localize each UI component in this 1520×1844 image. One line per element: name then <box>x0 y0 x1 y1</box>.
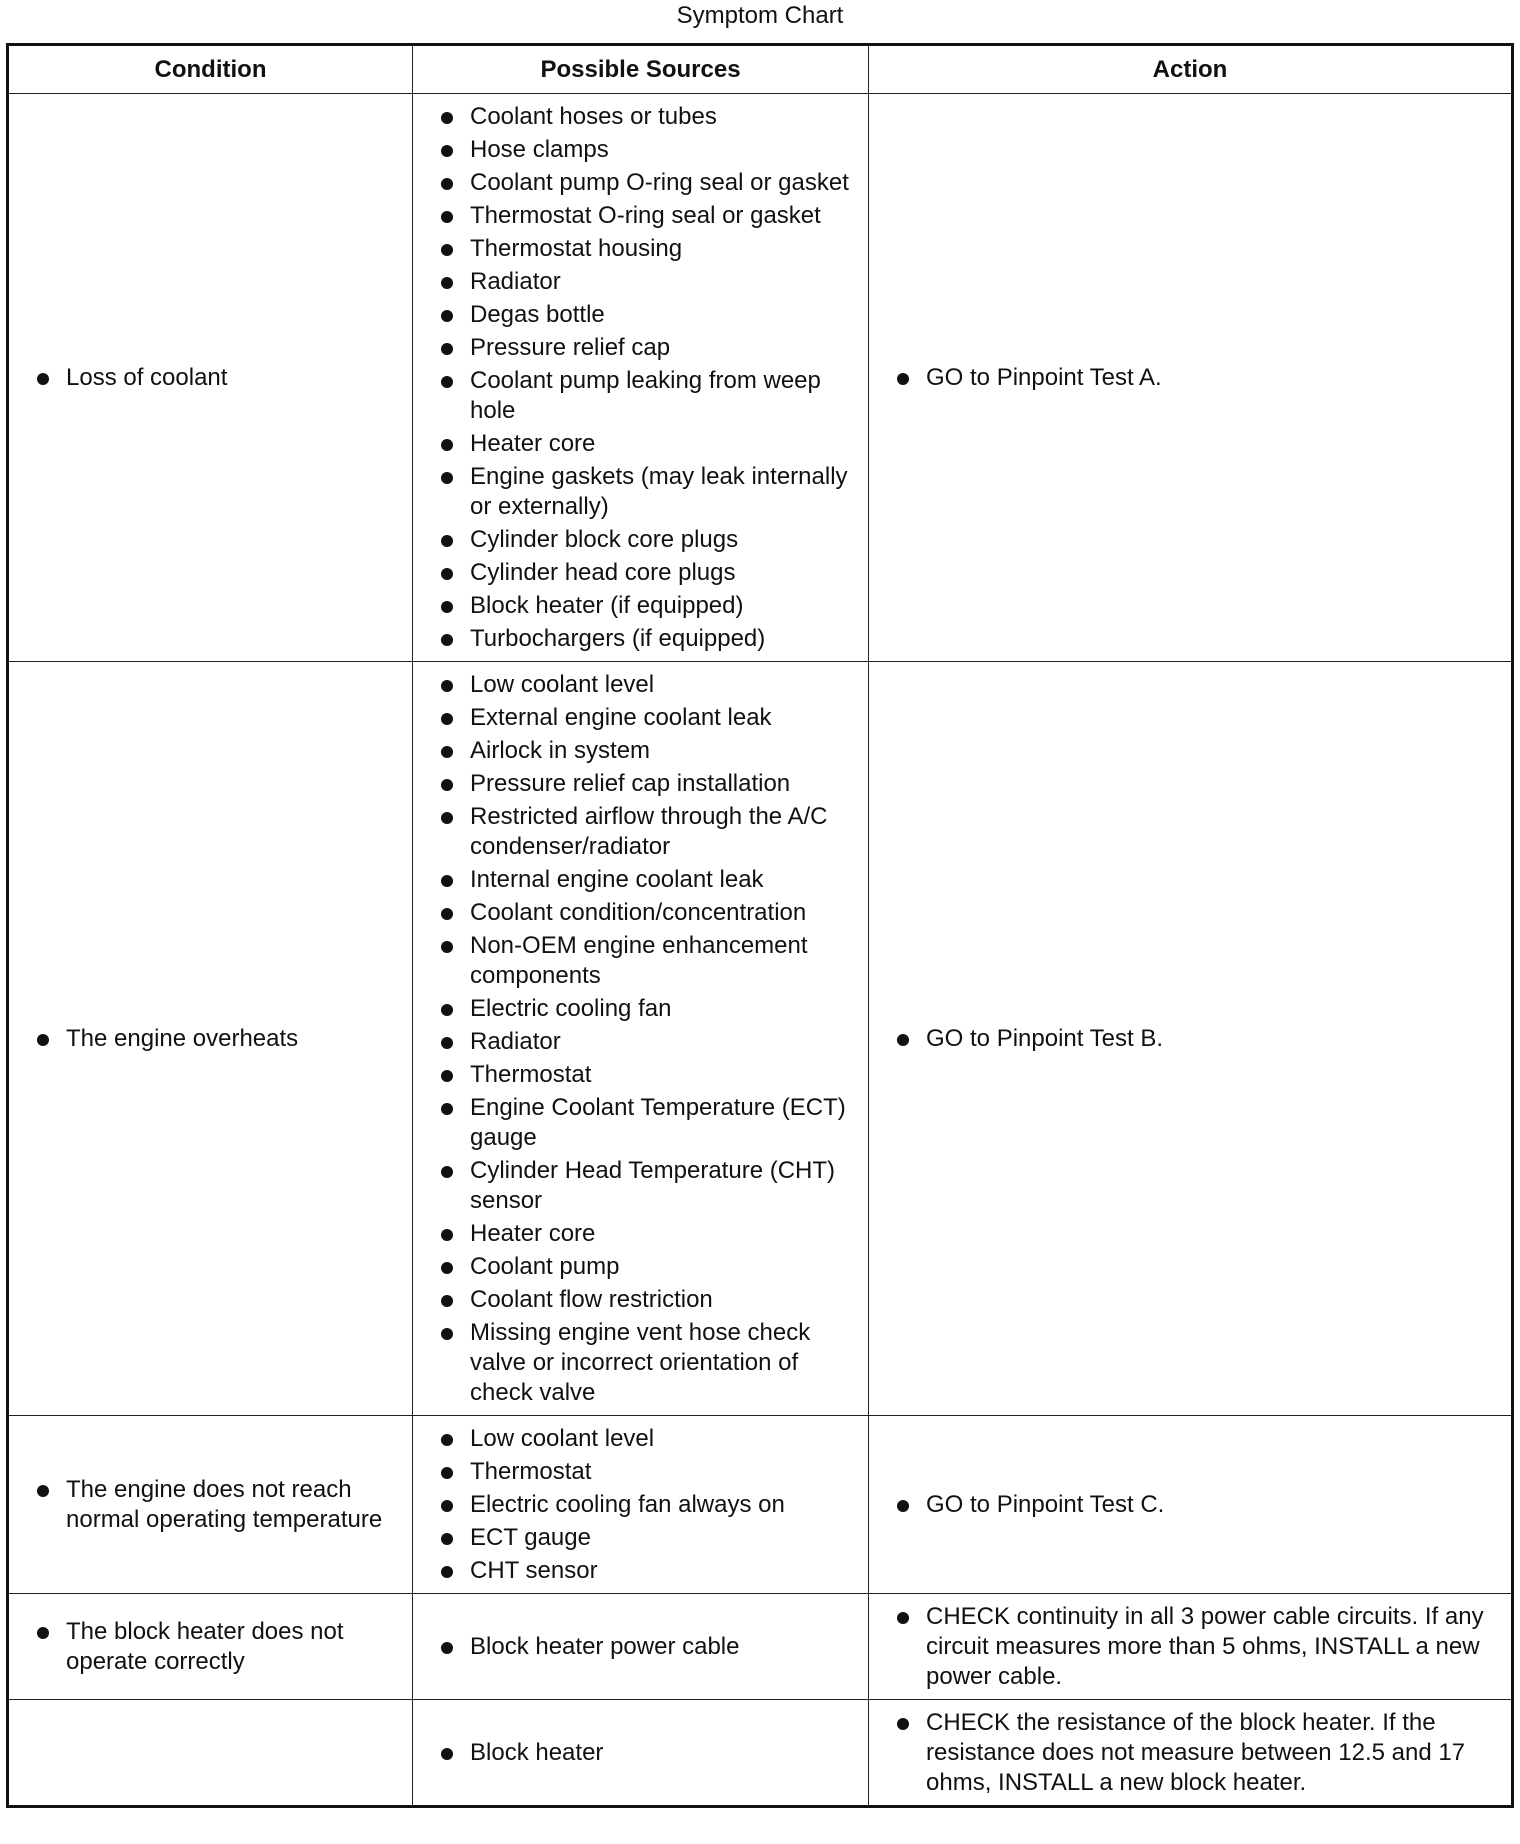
source-text: Coolant condition/concentration <box>470 899 807 926</box>
condition-list <box>33 363 402 393</box>
source-text: Coolant flow restriction <box>470 1286 713 1313</box>
bullet-icon <box>441 178 453 190</box>
source-text: Pressure relief cap <box>470 334 671 361</box>
condition-text: The engine overheats <box>66 1025 299 1052</box>
source-item <box>437 300 858 330</box>
action-cell <box>869 1416 1513 1594</box>
bullet-icon <box>441 310 453 322</box>
source-item <box>437 1156 858 1216</box>
source-text: Low coolant level <box>470 1425 655 1452</box>
source-text: Hose clamps <box>470 136 609 163</box>
bullet-icon <box>441 1500 453 1512</box>
bullet-icon <box>441 779 453 791</box>
source-item <box>437 703 858 733</box>
source-text: Thermostat housing <box>470 235 683 262</box>
bullet-icon <box>37 1034 49 1046</box>
table-row <box>8 1700 1513 1807</box>
bullet-icon <box>441 343 453 355</box>
symptom-table <box>6 43 1514 1808</box>
source-item <box>437 1738 858 1768</box>
header-action: Action <box>869 45 1513 94</box>
source-item <box>437 1219 858 1249</box>
source-item <box>437 1632 858 1662</box>
source-item <box>437 1093 858 1153</box>
source-text: Low coolant level <box>470 671 655 698</box>
bullet-icon <box>441 535 453 547</box>
source-item <box>437 102 858 132</box>
source-item <box>437 168 858 198</box>
chart-title: Symptom Chart <box>676 2 844 29</box>
source-text: Coolant pump <box>470 1253 620 1280</box>
source-text: CHT sensor <box>470 1557 598 1584</box>
bullet-icon <box>897 1500 909 1512</box>
condition-list <box>33 1475 402 1535</box>
source-item <box>437 1285 858 1315</box>
source-item <box>437 1060 858 1090</box>
condition-text: Loss of coolant <box>66 364 228 391</box>
action-cell <box>869 662 1513 1416</box>
source-item <box>437 898 858 928</box>
source-text: Thermostat <box>470 1458 592 1485</box>
bullet-icon <box>897 1718 909 1730</box>
bullet-icon <box>441 277 453 289</box>
source-item <box>437 1424 858 1454</box>
bullet-icon <box>441 1262 453 1274</box>
source-item <box>437 670 858 700</box>
source-text: Heater core <box>470 1220 596 1247</box>
source-text: Block heater <box>470 1739 604 1766</box>
source-item <box>437 624 858 654</box>
bullet-icon <box>897 1612 909 1624</box>
source-text: Thermostat <box>470 1061 592 1088</box>
source-item <box>437 1027 858 1057</box>
table-row <box>8 94 1513 662</box>
source-text: Engine gaskets (may leak internally or externally) <box>470 463 848 520</box>
source-text: Radiator <box>470 268 561 295</box>
bullet-icon <box>441 472 453 484</box>
source-list <box>437 1424 858 1586</box>
source-item <box>437 802 858 862</box>
source-text: Block heater (if equipped) <box>470 592 744 619</box>
table-row <box>8 1416 1513 1594</box>
source-text: Turbochargers (if equipped) <box>470 625 766 652</box>
source-text: Airlock in system <box>470 737 651 764</box>
condition-text: The engine does not reach normal operating temperature <box>66 1476 383 1533</box>
table-row <box>8 662 1513 1416</box>
bullet-icon <box>441 1004 453 1016</box>
bullet-icon <box>897 373 909 385</box>
source-item <box>437 1318 858 1408</box>
source-text: Internal engine coolant leak <box>470 866 764 893</box>
bullet-icon <box>441 376 453 388</box>
source-text: Cylinder Head Temperature (CHT) sensor <box>470 1157 836 1214</box>
action-text: GO to Pinpoint Test A. <box>926 364 1162 391</box>
source-text: Thermostat O-ring seal or gasket <box>470 202 821 229</box>
condition-cell <box>8 1416 413 1594</box>
source-list <box>437 670 858 1408</box>
bullet-icon <box>441 568 453 580</box>
source-item <box>437 234 858 264</box>
source-item <box>437 462 858 522</box>
source-item <box>437 865 858 895</box>
source-text: Coolant pump leaking from weep hole <box>470 367 821 424</box>
bullet-icon <box>441 908 453 920</box>
source-text: Electric cooling fan always on <box>470 1491 785 1518</box>
action-cell <box>869 1700 1513 1807</box>
action-text: GO to Pinpoint Test C. <box>926 1491 1165 1518</box>
bullet-icon <box>441 1229 453 1241</box>
source-item <box>437 366 858 426</box>
source-text: Heater core <box>470 430 596 457</box>
condition-cell <box>8 1700 413 1807</box>
bullet-icon <box>441 601 453 613</box>
header-possible-sources: Possible Sources <box>413 45 869 94</box>
bullet-icon <box>441 746 453 758</box>
source-text: Engine Coolant Temperature (ECT) gauge <box>470 1094 846 1151</box>
source-text: Degas bottle <box>470 301 605 328</box>
source-text: Electric cooling fan <box>470 995 672 1022</box>
source-item <box>437 525 858 555</box>
table-row <box>8 1594 1513 1700</box>
possible-sources-cell <box>413 1700 869 1807</box>
source-item <box>437 591 858 621</box>
bullet-icon <box>441 941 453 953</box>
source-text: Pressure relief cap installation <box>470 770 791 797</box>
source-item <box>437 267 858 297</box>
action-list <box>893 1024 1501 1054</box>
source-list <box>437 1738 858 1768</box>
source-item <box>437 333 858 363</box>
condition-list <box>33 1617 402 1677</box>
bullet-icon <box>441 211 453 223</box>
bullet-icon <box>37 1485 49 1497</box>
source-text: ECT gauge <box>470 1524 591 1551</box>
source-list <box>437 1632 858 1662</box>
bullet-icon <box>441 112 453 124</box>
bullet-icon <box>441 1533 453 1545</box>
bullet-icon <box>441 1566 453 1578</box>
condition-cell <box>8 662 413 1416</box>
source-text: External engine coolant leak <box>470 704 772 731</box>
bullet-icon <box>441 439 453 451</box>
source-item <box>437 931 858 991</box>
bullet-icon <box>441 680 453 692</box>
action-list <box>893 1602 1501 1692</box>
bullet-icon <box>441 1295 453 1307</box>
possible-sources-cell <box>413 1416 869 1594</box>
source-text: Coolant hoses or tubes <box>470 103 717 130</box>
action-list <box>893 1708 1501 1798</box>
source-item <box>437 201 858 231</box>
source-text: Block heater power cable <box>470 1633 740 1660</box>
source-item <box>437 1490 858 1520</box>
bullet-icon <box>441 812 453 824</box>
source-text: Restricted airflow through the A/C condenser/radiator <box>470 803 828 860</box>
action-item <box>893 1490 1501 1520</box>
action-cell <box>869 94 1513 662</box>
source-text: Cylinder block core plugs <box>470 526 739 553</box>
condition-cell <box>8 94 413 662</box>
bullet-icon <box>441 875 453 887</box>
source-text: Cylinder head core plugs <box>470 559 736 586</box>
action-item <box>893 1602 1501 1692</box>
condition-cell <box>8 1594 413 1700</box>
source-item <box>437 736 858 766</box>
source-text: Coolant pump O-ring seal or gasket <box>470 169 849 196</box>
possible-sources-cell <box>413 1594 869 1700</box>
source-list <box>437 102 858 654</box>
bullet-icon <box>37 373 49 385</box>
bullet-icon <box>441 713 453 725</box>
condition-text: The block heater does not operate correctly <box>66 1618 344 1675</box>
possible-sources-cell <box>413 94 869 662</box>
bullet-icon <box>441 1037 453 1049</box>
bullet-icon <box>441 1328 453 1340</box>
bullet-icon <box>37 1627 49 1639</box>
action-list <box>893 1490 1501 1520</box>
header-condition: Condition <box>8 45 413 94</box>
bullet-icon <box>441 145 453 157</box>
condition-item <box>33 1024 402 1054</box>
action-text: CHECK continuity in all 3 power cable circuits. If any circuit measures more than 5 ohms, INSTALL a new power cable. <box>926 1603 1484 1690</box>
bullet-icon <box>441 1166 453 1178</box>
source-item <box>437 429 858 459</box>
action-text: CHECK the resistance of the block heater. If the resistance does not measure between 12.5 and 17 ohms, INSTALL a new block heater. <box>926 1709 1466 1796</box>
source-item <box>437 135 858 165</box>
bullet-icon <box>441 1070 453 1082</box>
header-row <box>8 45 1513 94</box>
action-text: GO to Pinpoint Test B. <box>926 1025 1164 1052</box>
bullet-icon <box>441 1748 453 1760</box>
source-item <box>437 558 858 588</box>
action-item <box>893 1024 1501 1054</box>
source-item <box>437 1457 858 1487</box>
bullet-icon <box>441 1103 453 1115</box>
condition-list <box>33 1024 402 1054</box>
bullet-icon <box>441 1642 453 1654</box>
condition-item <box>33 363 402 393</box>
action-item <box>893 363 1501 393</box>
source-item <box>437 1252 858 1282</box>
condition-item <box>33 1475 402 1535</box>
condition-item <box>33 1617 402 1677</box>
source-item <box>437 1556 858 1586</box>
bullet-icon <box>897 1034 909 1046</box>
source-item <box>437 994 858 1024</box>
action-cell <box>869 1594 1513 1700</box>
bullet-icon <box>441 1434 453 1446</box>
bullet-icon <box>441 244 453 256</box>
table-body <box>8 94 1513 1807</box>
possible-sources-cell <box>413 662 869 1416</box>
source-text: Missing engine vent hose check valve or incorrect orientation of check valve <box>470 1319 811 1406</box>
action-list <box>893 363 1501 393</box>
bullet-icon <box>441 1467 453 1479</box>
action-item <box>893 1708 1501 1798</box>
bullet-icon <box>441 634 453 646</box>
source-item <box>437 1523 858 1553</box>
source-text: Radiator <box>470 1028 561 1055</box>
source-text: Non-OEM engine enhancement components <box>470 932 808 989</box>
source-item <box>437 769 858 799</box>
